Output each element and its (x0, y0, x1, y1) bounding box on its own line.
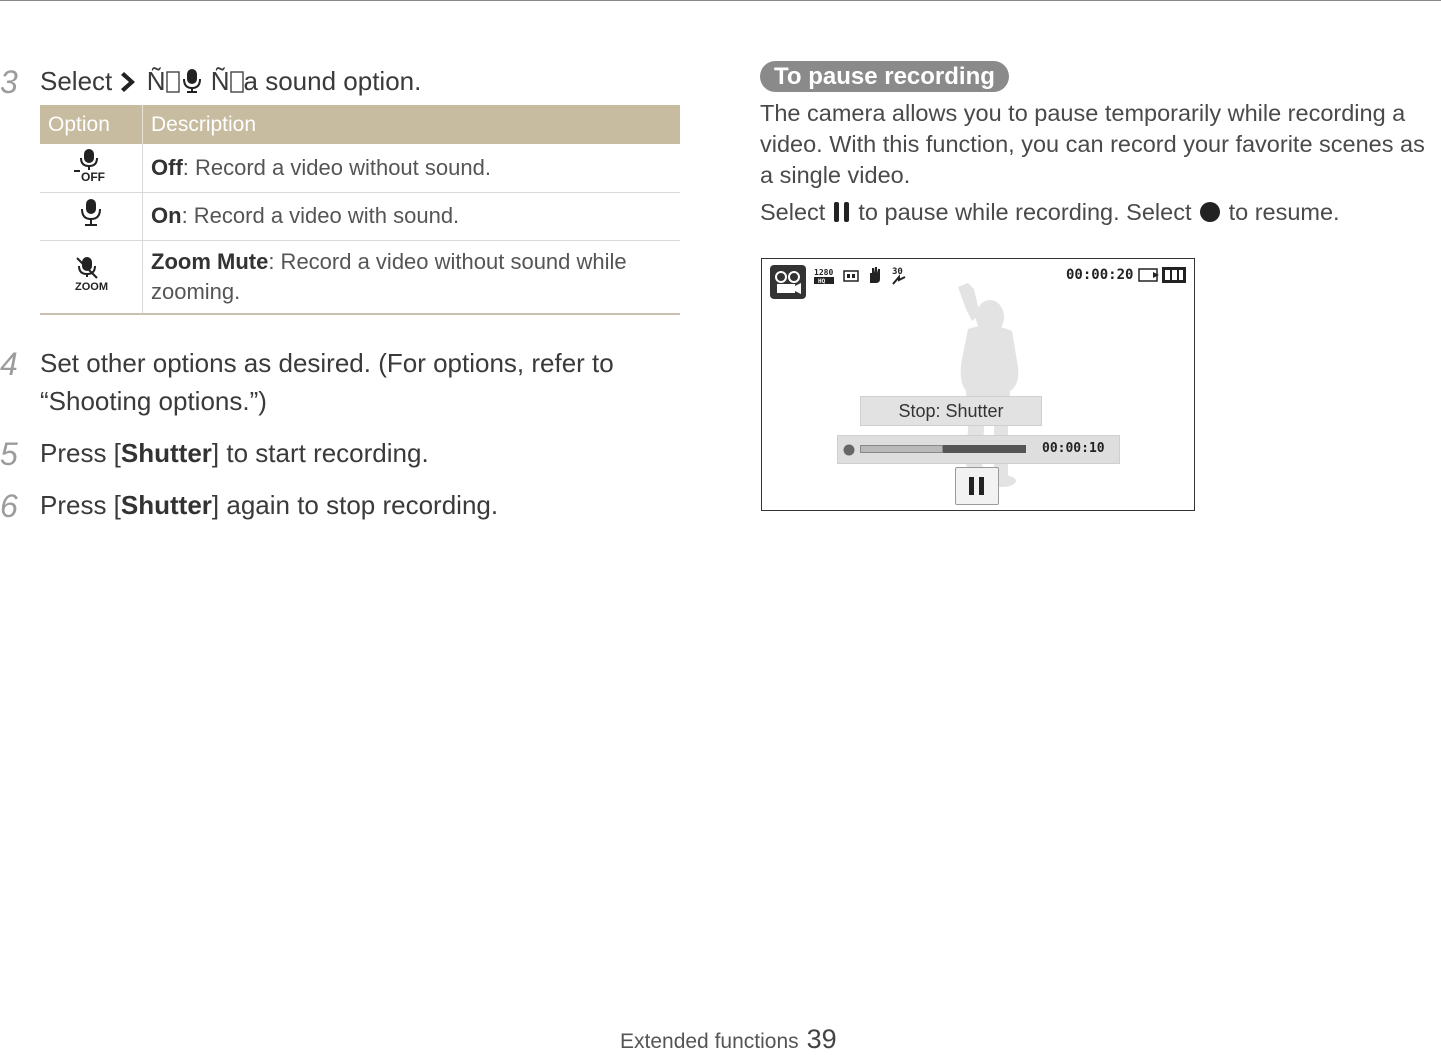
remaining-time: 00:00:20 (1066, 267, 1134, 283)
elapsed-time: 00:00:10 (1042, 441, 1105, 456)
camera-screen (761, 258, 1195, 511)
section-heading: To pause recording (760, 61, 1009, 92)
step-6-post: ] again to stop recording. (211, 490, 499, 520)
option-name: Zoom Mute (151, 248, 269, 274)
option-name: On (151, 203, 182, 228)
mic-off-icon-label: OFF (81, 169, 105, 182)
table-row (40, 192, 680, 240)
stop-shutter-label: Stop: Shutter (860, 396, 1042, 426)
memory-card-icon (1138, 267, 1160, 288)
chevron-right-icon (120, 66, 140, 104)
pause-instructions (760, 197, 1340, 232)
option-desc: : Record a video without sound while (268, 248, 627, 274)
page-footer (620, 1024, 837, 1055)
option-name: Off (151, 154, 183, 180)
sound-options-table (40, 105, 680, 315)
description-cell (143, 240, 681, 314)
step-3-sep2: Ñ (210, 66, 230, 96)
quality-value: HQ (818, 278, 826, 285)
frame-rate-icon (890, 265, 908, 292)
top-rule (0, 0, 1441, 1)
pause-description-line3: a single video. (760, 162, 911, 188)
footer-section: Extended functions (620, 1030, 799, 1053)
step-text (40, 62, 680, 104)
recording-progress-bar (837, 435, 1120, 464)
table-row (40, 144, 680, 192)
step-3-sep1: Ñ (146, 66, 166, 96)
mic-zoom-icon-label: ZOOM (75, 280, 108, 292)
step-3-select: Select (40, 66, 113, 96)
pause-button[interactable] (955, 467, 999, 505)
stabilizer-icon (867, 265, 883, 290)
pause-instr-middle: to pause while recording. Select (858, 199, 1192, 225)
step-number: 3 (0, 64, 18, 100)
description-cell (143, 192, 681, 240)
step-4-line2: “Shooting options.”) (40, 386, 267, 416)
description-cell (143, 144, 681, 192)
progress-fill (860, 445, 943, 453)
pause-description (760, 98, 1425, 191)
step-text (40, 486, 680, 524)
pause-instr-before: Select (760, 199, 826, 225)
option-desc-continued: zooming. (151, 278, 241, 304)
record-dot-icon (843, 443, 855, 461)
progress-track (860, 445, 1026, 453)
shutter-key-label: Shutter (120, 490, 212, 520)
icon-cell (40, 192, 143, 240)
step-number: 4 (0, 346, 18, 382)
option-desc: : Record a video with sound. (181, 203, 460, 228)
option-desc: : Record a video without sound. (182, 154, 491, 180)
step-6-pre: Press [ (40, 490, 121, 520)
microphone-icon (180, 66, 204, 104)
table-row (40, 240, 680, 314)
mic-zoom-mute-icon (69, 272, 113, 297)
step-5-post: ] to start recording. (211, 438, 429, 468)
page-number: 39 (806, 1024, 837, 1054)
step-text (40, 434, 680, 472)
record-icon (1198, 200, 1222, 232)
battery-icon (1161, 266, 1187, 289)
missing-glyph-icon (166, 66, 180, 104)
pause-icon (832, 200, 852, 232)
pause-icon (967, 475, 987, 497)
table-header-option: Option (40, 105, 143, 144)
mic-on-icon (77, 208, 105, 233)
step-text (40, 344, 680, 420)
movie-mode-icon (770, 265, 806, 304)
step-number: 6 (0, 488, 18, 524)
step-5-pre: Press [ (40, 438, 121, 468)
step-4-line1: Set other options as desired. (For options, refer to (40, 348, 614, 378)
resolution-value: 1280 (814, 268, 834, 277)
icon-cell (40, 144, 143, 192)
pause-description-line1: The camera allows you to pause temporarily while recording a (760, 100, 1406, 126)
mic-off-icon (71, 162, 111, 187)
step-3-after: a sound option. (243, 66, 422, 96)
resolution-icon (813, 267, 835, 290)
pause-instr-after: to resume. (1228, 199, 1340, 225)
shutter-key-label: Shutter (120, 438, 212, 468)
metering-icon (843, 269, 859, 287)
icon-cell (40, 240, 143, 314)
missing-glyph-icon (230, 66, 244, 104)
table-header-description: Description (143, 105, 681, 144)
step-number: 5 (0, 436, 18, 472)
pause-description-line2: video. With this function, you can record your favorite scenes as (760, 131, 1425, 157)
fps-value: 30 (892, 267, 903, 277)
